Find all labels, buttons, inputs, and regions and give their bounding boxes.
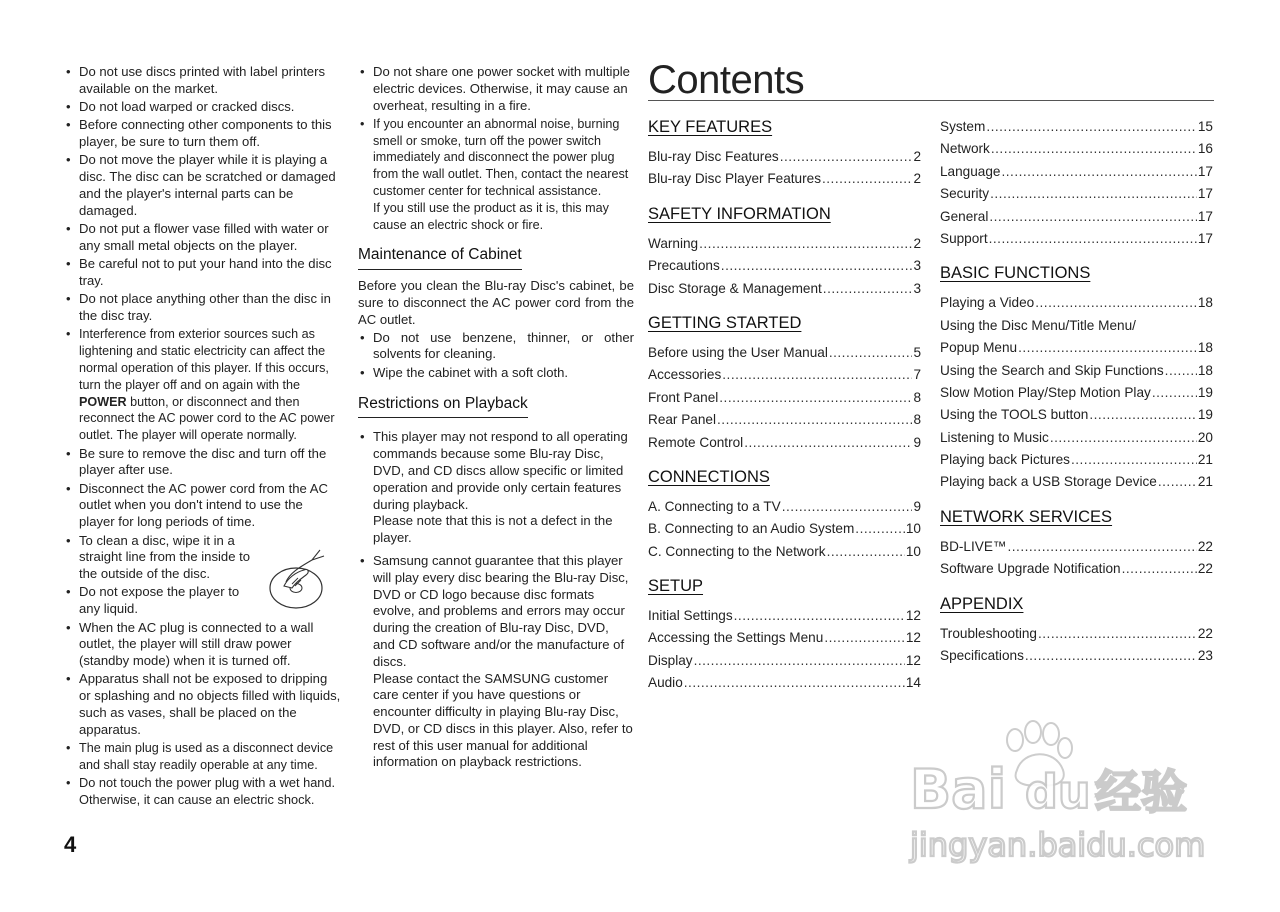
toc-section-basic-functions (940, 264, 1213, 494)
list-item: • When the AC plug is connected to a wall outlet, the player will still draw power (standby mode) when it is turned off. (64, 620, 342, 670)
toc-page: 17 (1197, 230, 1213, 246)
toc-page: 18 (1197, 340, 1213, 356)
toc-entry[interactable] (648, 342, 921, 364)
toc-label: Language (940, 163, 1001, 179)
baidu-watermark-logo (905, 718, 1205, 868)
toc-label: Accessories (648, 367, 722, 383)
list-item: • Do not move the player while it is playing a disc. The disc can be scratched or damaged and the player's internal parts can be damaged. (64, 152, 342, 219)
toc-section-setup-cont (940, 116, 1213, 250)
power-button-label: POWER (79, 394, 127, 409)
toc-entry[interactable] (648, 627, 921, 649)
toc-label: Display (648, 652, 693, 668)
toc-label: Security (940, 186, 990, 202)
toc-page: 18 (1197, 295, 1213, 311)
toc-page: 21 (1197, 452, 1213, 468)
toc-label: Software Upgrade Notification (940, 561, 1121, 577)
toc-label: General (940, 208, 989, 224)
toc-entry[interactable] (648, 518, 921, 540)
toc-page: 2 (913, 171, 921, 187)
restrictions-list (358, 429, 634, 771)
toc-heading: GETTING STARTED (648, 313, 802, 332)
toc-page: 3 (913, 258, 921, 274)
list-item: • Do not load warped or cracked discs. (64, 99, 342, 116)
toc-page: 16 (1197, 141, 1213, 157)
toc-entry[interactable] (940, 404, 1213, 426)
toc-entry[interactable] (940, 536, 1213, 558)
toc-label: Rear Panel (648, 412, 717, 428)
toc-entry[interactable] (940, 382, 1213, 404)
toc-entry[interactable] (940, 315, 1213, 337)
toc-page: 10 (905, 543, 921, 559)
list-item: • Do not place anything other than the disc in the disc tray. (64, 291, 342, 325)
toc-section-connections (648, 468, 921, 563)
svg-text:jingyan.baidu.com: jingyan.baidu.com (910, 826, 1205, 864)
toc-page: 22 (1197, 625, 1213, 641)
toc-page: 3 (913, 280, 921, 296)
toc-entry[interactable] (648, 255, 921, 277)
toc-page: 17 (1197, 163, 1213, 179)
toc-page: 5 (913, 344, 921, 360)
interference-item (64, 326, 342, 444)
clean-disc-item: • To clean a disc, wipe it in a straight line from the inside to the outside of the disc. (64, 533, 342, 583)
toc-label: System (940, 119, 986, 134)
list-item: • Do not use benzene, thinner, or other solvents for cleaning. (358, 330, 634, 364)
left-bullet-list-1 (64, 64, 342, 809)
toc-entry[interactable] (648, 541, 921, 563)
restrictions-heading: Restrictions on Playback (358, 396, 528, 419)
toc-heading: APPENDIX (940, 594, 1024, 613)
toc-page: 23 (1197, 648, 1213, 664)
toc-label: C. Connecting to the Network (648, 543, 826, 559)
list-item: • If you encounter an abnormal noise, burning smell or smoke, turn off the power switch immediately and disconnect the power plug from the wall outlet. Then, contact the nearest customer center for technical assistance. If you still use the product as it is, this may cause an electric shock or fire. (358, 116, 634, 234)
toc-label: Playing back a USB Storage Device (940, 474, 1157, 490)
toc-page: 22 (1197, 561, 1213, 577)
list-item: • Do not share one power socket with multiple electric devices. Otherwise, it may cause an overheat, resulting in a fire. (358, 64, 634, 114)
middle-column (358, 64, 634, 773)
toc-label: Before using the User Manual (648, 344, 828, 360)
toc-entry[interactable] (940, 337, 1213, 359)
toc-label: Remote Control (648, 434, 744, 450)
maintenance-list (358, 330, 634, 382)
page-title: Contents (648, 58, 805, 102)
toc-page: 19 (1197, 407, 1213, 423)
toc-entry[interactable] (648, 146, 921, 168)
toc-page: 19 (1197, 384, 1213, 400)
toc-label: Warning (648, 235, 699, 251)
toc-page: 21 (1197, 474, 1213, 490)
toc-entry[interactable] (940, 116, 1213, 138)
list-item: • This player may not respond to all operating commands because some Blu-ray Disc, DVD, and CD discs allow specific or limited operation and provide only certain features during playback. Please note that this is not a defect in the player. (358, 429, 634, 547)
left-column (64, 64, 342, 810)
toc-entry[interactable] (648, 672, 921, 694)
toc-label: Playing back Pictures (940, 452, 1070, 468)
toc-entry[interactable] (940, 206, 1213, 228)
toc-page: 15 (1197, 119, 1213, 134)
toc-entry[interactable] (940, 645, 1213, 667)
toc-section-appendix (940, 595, 1213, 668)
toc-entry[interactable] (940, 449, 1213, 471)
toc-section-key-features (648, 118, 921, 191)
toc-page: 17 (1197, 208, 1213, 224)
toc-page: 20 (1197, 429, 1213, 445)
disc-cleaning-illustration (268, 542, 328, 612)
toc-entry[interactable] (940, 471, 1213, 493)
title-divider (648, 100, 1214, 101)
toc-page: 7 (913, 367, 921, 383)
toc-label: Audio (648, 675, 683, 691)
list-item: • Disconnect the AC power cord from the AC outlet when you don't intend to use the player for long periods of time. (64, 481, 342, 531)
toc-entry[interactable] (648, 605, 921, 627)
toc-label: Using the TOOLS button (940, 407, 1089, 423)
toc-label: Playing a Video (940, 295, 1035, 311)
svg-text:du: du (1025, 765, 1091, 819)
toc-entry[interactable] (648, 387, 921, 409)
toc-entry[interactable] (648, 168, 921, 190)
list-item: • Do not put a flower vase filled with water or any small metal objects on the player. (64, 221, 342, 255)
liquid-item: • Do not expose the player to any liquid. (64, 584, 342, 618)
maintenance-intro: Before you clean the Blu-ray Disc's cabinet, be sure to disconnect the AC power cord from the AC outlet. (358, 278, 634, 327)
toc-page: 9 (913, 434, 921, 450)
toc-page: 17 (1197, 186, 1213, 202)
toc-entry[interactable] (940, 161, 1213, 183)
toc-entry[interactable] (940, 138, 1213, 160)
toc-page: 8 (913, 389, 921, 405)
toc-page: 12 (905, 630, 921, 646)
toc-entry[interactable] (648, 233, 921, 255)
toc-page: 8 (913, 412, 921, 428)
toc-entry[interactable] (648, 496, 921, 518)
svg-text:经验: 经验 (1095, 765, 1187, 819)
toc-entry[interactable] (940, 623, 1213, 645)
toc-page: 18 (1197, 362, 1213, 378)
svg-text:Bai: Bai (910, 758, 1007, 821)
toc-section-safety (648, 205, 921, 300)
maintenance-heading: Maintenance of Cabinet (358, 247, 522, 270)
toc-heading: SETUP (648, 577, 704, 596)
list-item: • Wipe the cabinet with a soft cloth. (358, 365, 634, 382)
toc-page: 14 (905, 675, 921, 691)
toc-label: Disc Storage & Management (648, 280, 822, 296)
toc-entry[interactable] (940, 558, 1213, 580)
toc-label: Front Panel (648, 389, 719, 405)
toc-label: Listening to Music (940, 429, 1049, 445)
toc-label: Troubleshooting (940, 625, 1037, 641)
toc-page: 2 (913, 149, 921, 164)
toc-section-getting-started (648, 314, 921, 454)
list-item: • Do not use discs printed with label printers available on the market. (64, 64, 342, 98)
toc-heading: BASIC FUNCTIONS (940, 264, 1091, 283)
toc-heading: NETWORK SERVICES (940, 507, 1113, 526)
toc-page: 2 (913, 235, 921, 251)
toc-section-setup (648, 577, 921, 695)
toc-label: B. Connecting to an Audio System (648, 521, 855, 537)
mid-bullet-list (358, 64, 634, 233)
list-item: • Be careful not to put your hand into the disc tray. (64, 256, 342, 290)
interference-text-after: button, or disconnect and then reconnect the AC power cord to the AC power outlet. The player will operate normally. (79, 394, 335, 443)
toc-entry[interactable] (648, 278, 921, 300)
list-item: • Samsung cannot guarantee that this player will play every disc bearing the Blu-ray Disc, DVD or CD logo because disc formats evolve, and problems and errors may occur during the creation of Blu-ray Disc, DVD, and CD software and/or the manufacture of discs. Please contact the SAMSUNG customer care center if you have questions or encounter difficulty in playing Blu-ray Disc, DVD, or CD discs in this player. Also, refer to rest of this user manual for additional information on playback restrictions. (358, 553, 634, 771)
list-item: • Apparatus shall not be exposed to dripping or splashing and no objects filled with liquids, such as vases, shall be placed on the apparatus. (64, 671, 342, 738)
toc-label: A. Connecting to a TV (648, 498, 781, 514)
toc-column-1 (648, 110, 921, 695)
toc-entry[interactable] (940, 183, 1213, 205)
toc-page: 22 (1197, 538, 1213, 554)
toc-page: 9 (913, 498, 921, 514)
toc-label: Support (940, 230, 988, 246)
toc-heading: KEY FEATURES (648, 118, 773, 136)
list-item: • Before connecting other components to this player, be sure to turn them off. (64, 117, 342, 151)
list-item: • The main plug is used as a disconnect device and shall stay readily operable at any time. (64, 740, 342, 774)
toc-page: 12 (905, 608, 921, 624)
list-item: • Do not touch the power plug with a wet hand. Otherwise, it can cause an electric shock. (64, 775, 342, 809)
toc-label: Using the Search and Skip Functions (940, 362, 1164, 378)
toc-entry[interactable] (648, 650, 921, 672)
toc-label: Using the Disc Menu/Title Menu/ (940, 317, 1136, 333)
toc-entry[interactable] (940, 360, 1213, 382)
toc-heading: CONNECTIONS (648, 467, 770, 486)
toc-label: Accessing the Settings Menu (648, 630, 824, 646)
toc-label: Blu-ray Disc Player Features (648, 171, 821, 187)
toc-label: Slow Motion Play/Step Motion Play (940, 384, 1151, 400)
page-number: 4 (64, 832, 77, 857)
toc-entry[interactable] (648, 432, 921, 454)
interference-text-before: Interference from exterior sources such as lightening and static electricity can affect the normal operation of this player. If this occurs, turn the player off and on again with the (79, 327, 329, 392)
toc-entry[interactable] (648, 409, 921, 431)
toc-column-2 (940, 110, 1213, 667)
toc-entry[interactable] (940, 427, 1213, 449)
toc-label: Popup Menu (940, 340, 1018, 356)
toc-page: 10 (905, 521, 921, 537)
toc-label: Specifications (940, 648, 1024, 664)
toc-label: BD-LIVE™ (940, 538, 1007, 554)
list-item: • Be sure to remove the disc and turn off the player after use. (64, 446, 342, 480)
toc-section-network-services (940, 508, 1213, 581)
toc-label: Network (940, 141, 990, 157)
toc-entry[interactable] (648, 364, 921, 386)
toc-page: 12 (905, 652, 921, 668)
toc-label: Blu-ray Disc Features (648, 149, 779, 164)
toc-label: Initial Settings (648, 608, 733, 624)
toc-entry[interactable] (940, 292, 1213, 314)
toc-entry[interactable] (940, 228, 1213, 250)
toc-label: Precautions (648, 258, 720, 274)
toc-heading: SAFETY INFORMATION (648, 204, 831, 223)
